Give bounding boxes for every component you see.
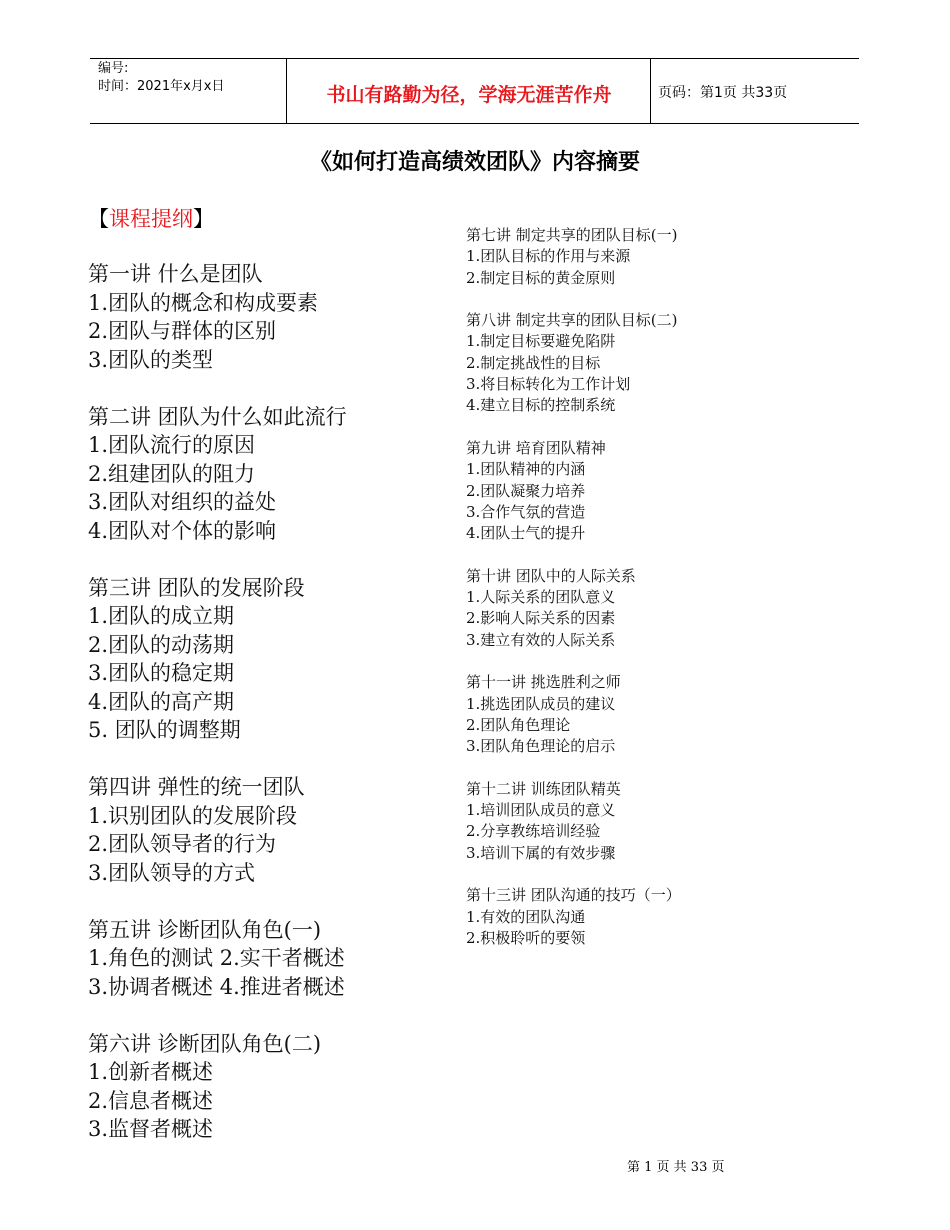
lecture-item: 2.分享教练培训经验 <box>466 822 601 841</box>
lecture-item: 4.建立目标的控制系统 <box>466 396 616 415</box>
lecture-item: 4.团队的高产期 <box>88 689 235 714</box>
lecture-item: 1.团队精神的内涵 <box>466 460 586 479</box>
lecture-item: 3.监督者概述 <box>88 1117 214 1141</box>
lecture-title: 第九讲 培育团队精神 <box>466 438 606 457</box>
lecture-item: 3.团队角色理论的启示 <box>466 737 616 756</box>
lecture-title: 第四讲 弹性的统一团队 <box>88 775 305 799</box>
lecture-item: 2.团队的动荡期 <box>88 632 235 657</box>
lecture-item: 2.团队角色理论 <box>466 715 571 734</box>
lecture-title: 第八讲 制定共享的团队目标(二) <box>466 311 678 330</box>
right-column <box>466 225 681 949</box>
left-lecture <box>88 1030 347 1144</box>
lecture-title: 第十一讲 挑选胜利之师 <box>466 673 621 692</box>
lecture-item: 3.协调者概述 4.推进者概述 <box>88 974 345 999</box>
lecture-item: 3.团队的类型 <box>88 347 214 372</box>
lecture-title: 第六讲 诊断团队角色(二) <box>88 1031 322 1056</box>
lecture-item: 1.培训团队成员的意义 <box>466 801 616 820</box>
lecture-item: 3.培训下属的有效步骤 <box>466 843 616 862</box>
header-bottom-rule <box>90 123 859 124</box>
outline-bracket-open: 【 <box>88 207 109 231</box>
lecture-item: 2.团队与群体的区别 <box>88 319 277 343</box>
page-footer: 第 1 页 共 33 页 <box>627 1160 725 1175</box>
lecture-item: 2.团队凝聚力培养 <box>466 481 586 500</box>
lecture-item: 2.信息者概述 <box>88 1088 214 1113</box>
lecture-item: 4.团队对个体的影响 <box>88 518 277 543</box>
lecture-item: 2.制定目标的黄金原则 <box>466 268 616 287</box>
lecture-item: 2.影响人际关系的因素 <box>466 609 616 628</box>
lecture-title: 第十讲 团队中的人际关系 <box>466 566 636 585</box>
lecture-item: 3.团队的稳定期 <box>88 661 235 685</box>
outline-heading <box>88 203 214 233</box>
lecture-item: 1.识别团队的发展阶段 <box>88 803 298 828</box>
lecture-item: 1.人际关系的团队意义 <box>466 588 616 607</box>
lecture-item: 2.组建团队的阻力 <box>88 461 256 486</box>
lecture-item: 5. 团队的调整期 <box>88 718 241 742</box>
lecture-title: 第一讲 什么是团队 <box>88 262 263 286</box>
header-top-rule <box>90 58 859 59</box>
right-lecture <box>466 566 681 651</box>
lecture-item: 1.挑选团队成员的建议 <box>466 694 616 713</box>
lecture-item: 1.角色的测试 2.实干者概述 <box>88 946 345 970</box>
document-number-label: 编号: <box>98 61 129 76</box>
lecture-item: 3.合作气氛的营造 <box>466 502 586 521</box>
left-lecture <box>88 260 347 374</box>
lecture-item: 1.创新者概述 <box>88 1060 214 1084</box>
lecture-item: 2.积极聆听的要领 <box>466 928 586 947</box>
lecture-item: 1.团队流行的原因 <box>88 433 256 457</box>
header-divider-2 <box>650 58 651 124</box>
left-lecture <box>88 773 347 887</box>
lecture-item: 3.团队对组织的益处 <box>88 490 277 514</box>
lecture-title: 第三讲 团队的发展阶段 <box>88 575 305 600</box>
lecture-title: 第七讲 制定共享的团队目标(一) <box>466 226 678 244</box>
right-lecture <box>466 672 681 757</box>
right-lecture <box>466 885 681 949</box>
lecture-item: 2.团队领导者的行为 <box>88 832 277 856</box>
header-divider-1 <box>286 58 287 124</box>
left-lecture <box>88 916 347 1002</box>
lecture-item: 1.制定目标要避免陷阱 <box>466 332 616 351</box>
lecture-item: 3.建立有效的人际关系 <box>466 630 616 649</box>
right-lecture <box>466 779 681 864</box>
header-page-info: 页码：第1页 共33页 <box>658 85 788 101</box>
lecture-item: 1.团队的成立期 <box>88 604 235 628</box>
left-lecture <box>88 403 347 546</box>
right-lecture <box>466 310 681 416</box>
lecture-title: 第五讲 诊断团队角色(一) <box>88 917 322 942</box>
right-lecture <box>466 225 681 289</box>
right-lecture <box>466 438 681 544</box>
lecture-item: 1.团队目标的作用与来源 <box>466 247 631 266</box>
lecture-title: 第二讲 团队为什么如此流行 <box>88 404 347 429</box>
document-title: 《如何打造高绩效团队》内容摘要 <box>309 150 640 175</box>
outline-heading-text: 课程提纲 <box>109 207 193 231</box>
left-column <box>88 260 347 1144</box>
header-motto: 书山有路勤为径，学海无涯苦作舟 <box>326 84 612 106</box>
lecture-title: 第十三讲 团队沟通的技巧（一） <box>466 886 681 905</box>
lecture-item: 1.团队的概念和构成要素 <box>88 290 319 315</box>
left-lecture <box>88 574 347 745</box>
outline-bracket-close: 】 <box>193 207 214 231</box>
lecture-item: 3.团队领导的方式 <box>88 860 256 885</box>
header-meta <box>98 60 224 96</box>
lecture-title: 第十二讲 训练团队精英 <box>466 779 621 798</box>
lecture-item: 3.将目标转化为工作计划 <box>466 375 631 394</box>
lecture-item: 2.制定挑战性的目标 <box>466 353 601 372</box>
lecture-item: 4.团队士气的提升 <box>466 524 586 543</box>
lecture-item: 1.有效的团队沟通 <box>466 907 586 926</box>
document-time-label: 时间：2021年x月x日 <box>98 79 225 94</box>
